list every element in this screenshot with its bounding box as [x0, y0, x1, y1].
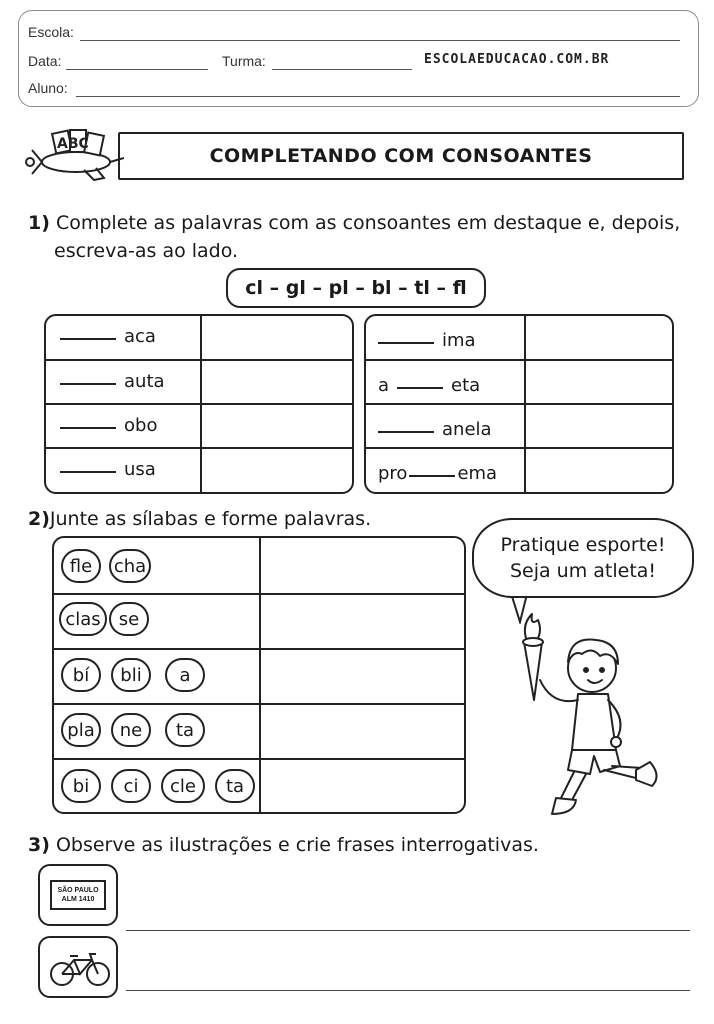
page-title: COMPLETANDO COM CONSOANTES: [209, 145, 593, 167]
table-row: [366, 403, 672, 448]
bubble-line2: Seja um atleta!: [509, 560, 657, 582]
turma-label: Turma:: [222, 53, 266, 69]
q1-left-table: [44, 314, 354, 494]
q1-text-line2: escreva-as ao lado.: [54, 240, 239, 262]
q1-text-line1: Complete as palavras com as consoantes em destaque e, depois,: [55, 212, 681, 234]
q3-number: 3): [28, 834, 50, 856]
table-row: a eta: [366, 359, 672, 404]
answer-line-2[interactable]: [126, 990, 690, 991]
table-row: [46, 447, 352, 494]
table-row: pro ema: [366, 447, 672, 494]
q1-number: 1): [28, 212, 50, 234]
q2-text: Junte as sílabas e forme palavras.: [49, 508, 372, 530]
art-letters: ABC: [57, 136, 89, 152]
syllable-bubble: a: [165, 658, 205, 692]
bicycle-icon: [48, 950, 112, 988]
syllable-bubble: ci: [111, 769, 151, 803]
table-row: [46, 316, 352, 359]
word-fragment: ema: [457, 463, 498, 484]
table-row: [46, 359, 352, 404]
q2-table: [52, 536, 466, 814]
street-sign-picture: [38, 864, 118, 926]
syllable-bubble: se: [109, 602, 149, 636]
street-sign-icon: [50, 880, 106, 910]
aluno-label: Aluno:: [28, 80, 68, 96]
escola-field[interactable]: [80, 40, 680, 41]
q2-number: 2): [28, 508, 50, 530]
consonants-box: cl – gl – pl – bl – tl – fl: [226, 268, 486, 308]
sign-line2: ALM 1410: [61, 896, 95, 903]
q2-line: [28, 506, 371, 533]
data-label: Data:: [28, 53, 62, 69]
word-fragment: eta: [451, 375, 481, 396]
syllable-bubble: bí: [61, 658, 101, 692]
syllable-bubble: bi: [61, 769, 101, 803]
q3-text: Observe as ilustrações e crie frases interrogativas.: [55, 834, 539, 856]
data-field[interactable]: [66, 69, 208, 70]
speech-bubble: [472, 518, 694, 598]
site-name: ESCOLAEDUCACAO.COM.BR: [424, 52, 610, 67]
syllable-bubble: ta: [165, 713, 205, 747]
word-fragment: auta: [124, 371, 165, 392]
syllable-bubble: ta: [215, 769, 255, 803]
q1-right-table: [364, 314, 674, 494]
athlete-icon: [512, 610, 668, 824]
aluno-field[interactable]: [76, 96, 680, 97]
table-row: [366, 316, 672, 359]
syllable-bubble: fle: [61, 549, 101, 583]
syllable-bubble: clas: [59, 602, 107, 636]
word-fragment: ima: [442, 330, 476, 351]
turma-field[interactable]: [272, 69, 412, 70]
q3-line: [28, 832, 539, 859]
syllable-bubble: cle: [161, 769, 205, 803]
syllable-bubble: bli: [111, 658, 151, 692]
word-fragment: aca: [124, 326, 156, 347]
word-fragment: anela: [442, 419, 492, 440]
answer-line-1[interactable]: [126, 930, 690, 931]
bubble-line1: Pratique esporte!: [500, 534, 666, 556]
word-fragment: usa: [124, 459, 156, 480]
airplane-icon: [24, 122, 124, 186]
escola-label: Escola:: [28, 24, 74, 40]
title-banner: [118, 132, 684, 180]
syllable-bubble: ne: [111, 713, 151, 747]
syllable-bubble: pla: [61, 713, 101, 747]
sign-line1: SÃO PAULO: [57, 887, 99, 894]
word-fragment: obo: [124, 415, 158, 436]
q1-line1: [28, 210, 680, 237]
syllable-bubble: cha: [109, 549, 151, 583]
table-row: [46, 403, 352, 448]
bicycle-picture: [38, 936, 118, 998]
